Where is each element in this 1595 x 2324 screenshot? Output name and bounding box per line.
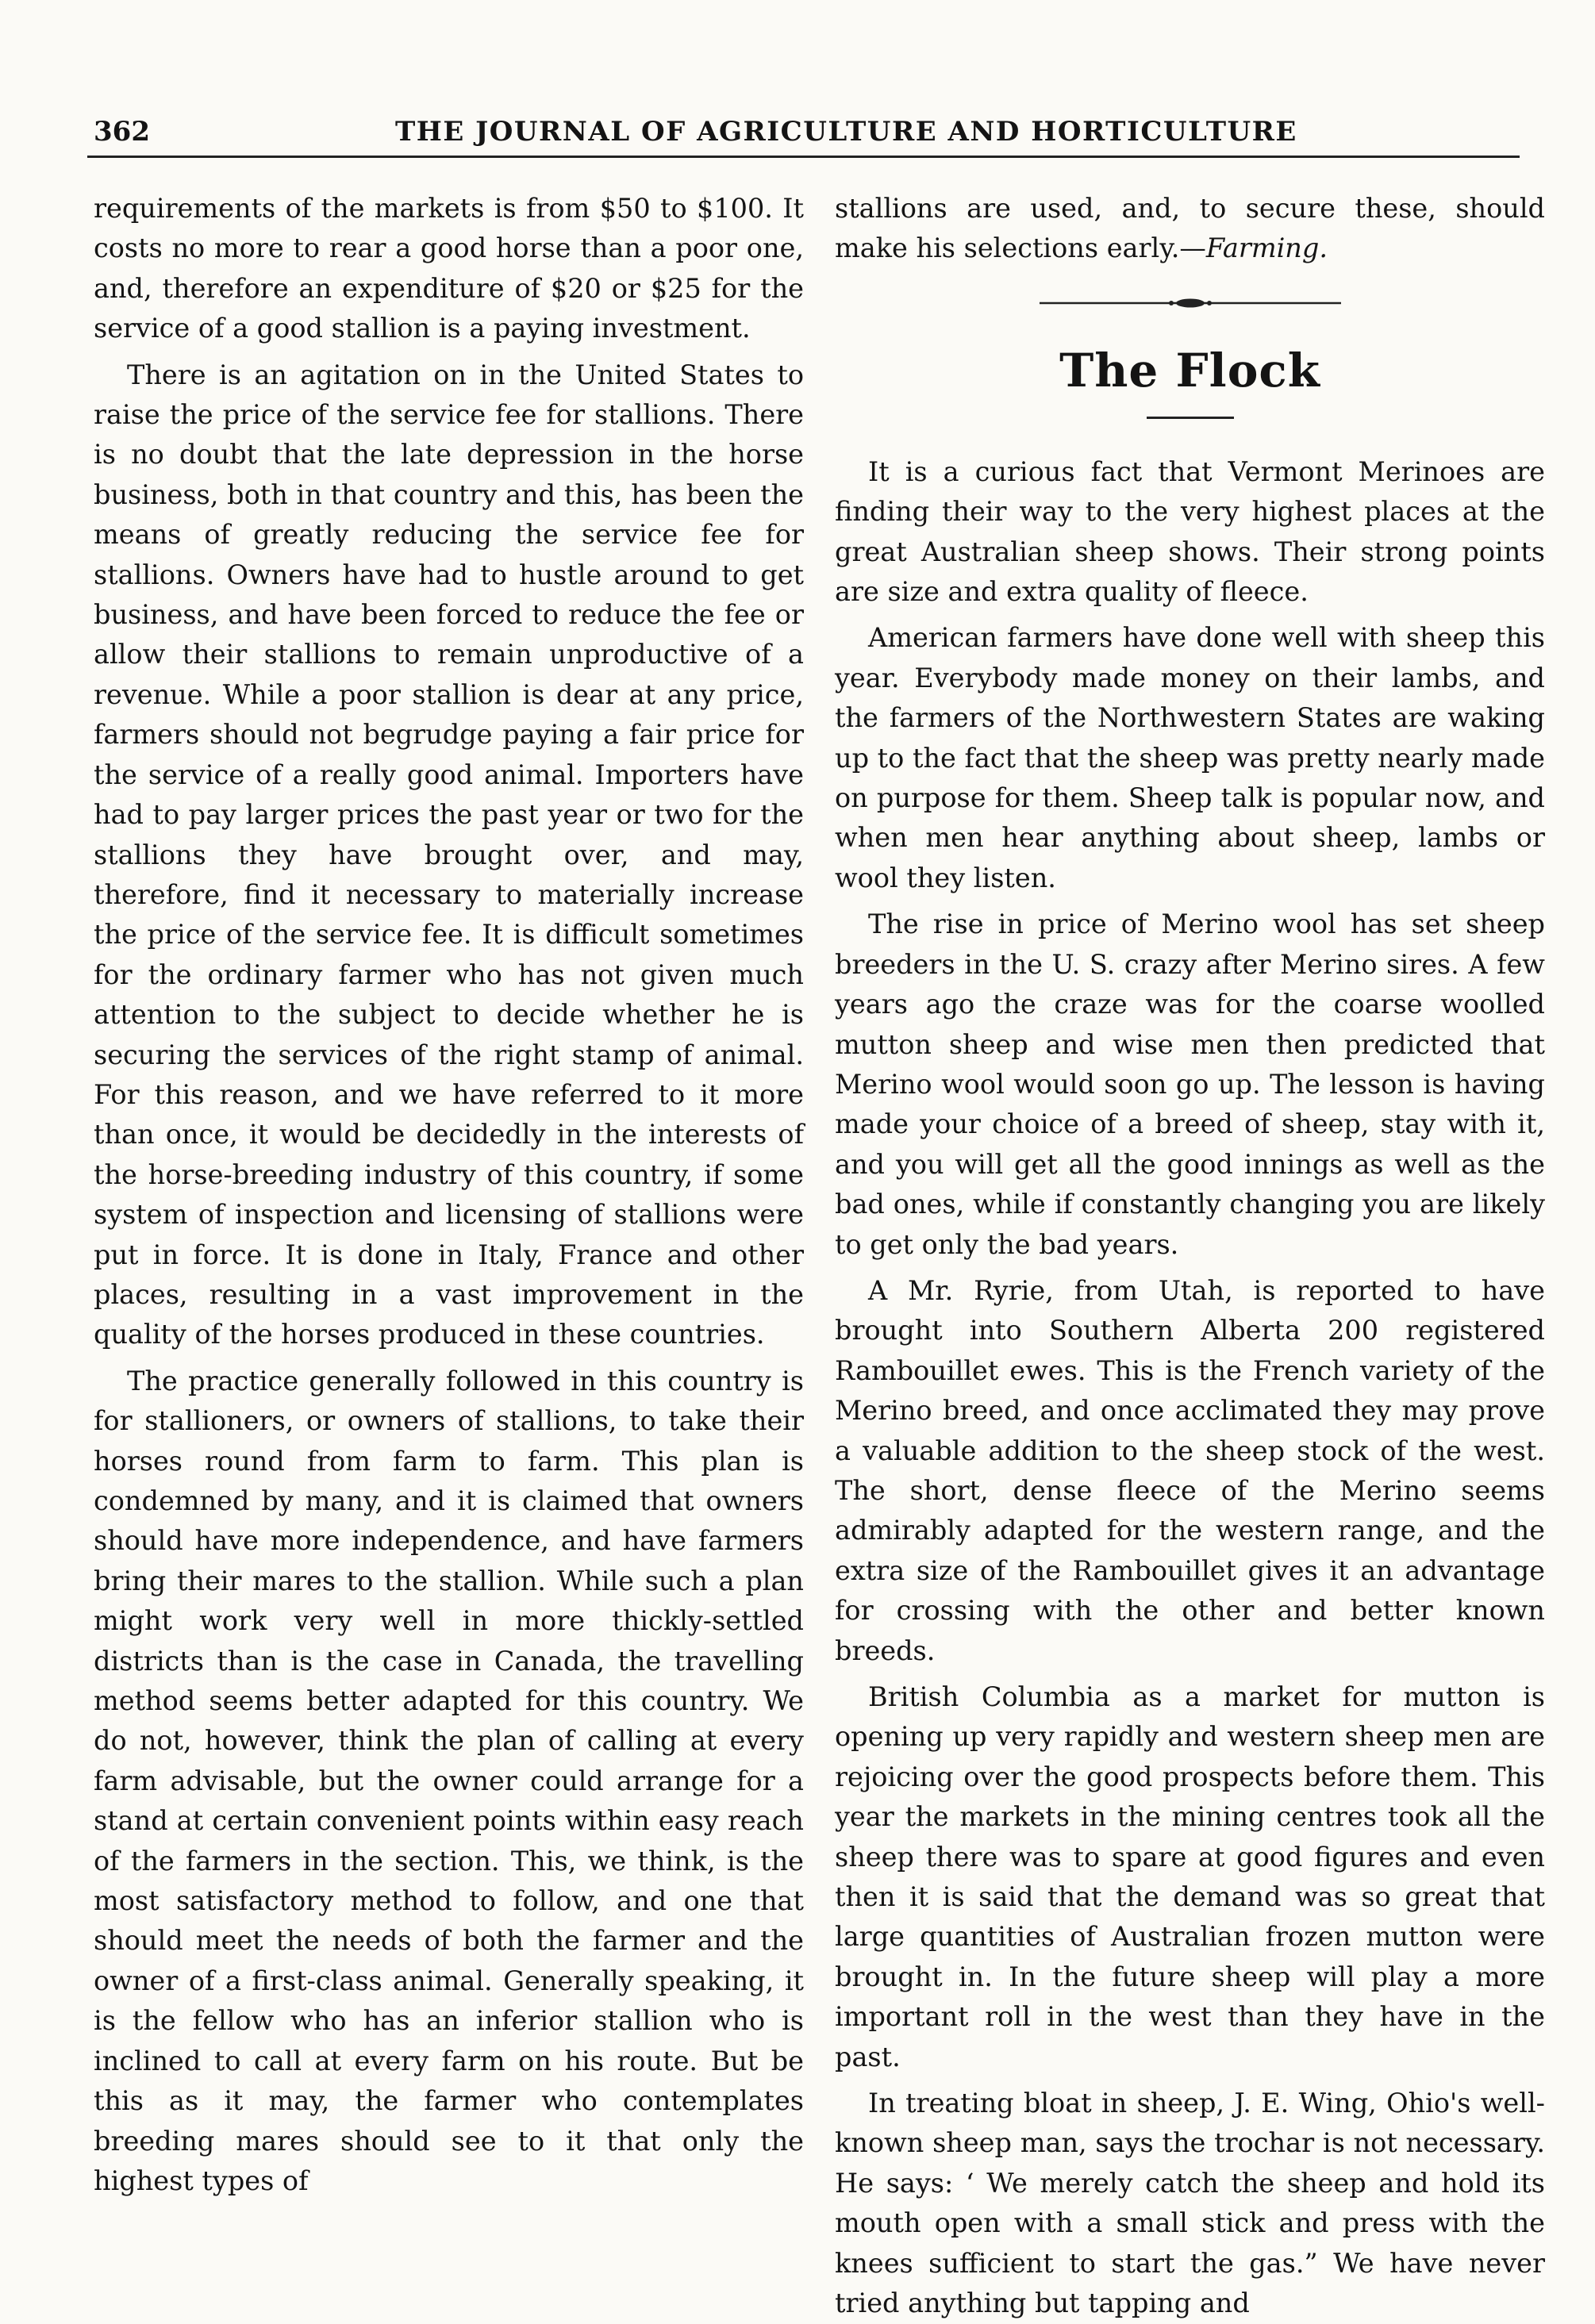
- left-paragraph-3: The practice generally followed in this country is for stallioners, or owners of stallions, to take their horses round from farm to farm. This plan is condemned by many, and it is claimed that owners should have more independence, and have farmers bring their mares to the stallion. While such a plan might work very well in more thickly-settled districts than is the case in Canada, the travelling method seems better adapted for this country. We do not, however, think the plan of calling at every farm advisable, but the owner could arrange for a stand at certain convenient points within easy reach of the farmers in the section. This, we think, is the most satisfactory method to follow, and one that should meet the needs of both the farmer and the owner of a first-class animal. Generally speaking, it is the fellow who has an inferior stallion who is inclined to call at every farm on his route. But be this as it may, the farmer who contemplates breeding mares should see to it that only the highest types of: [94, 1365, 804, 2196]
- page-header: [94, 109, 1516, 157]
- right-paragraph-1: It is a curious fact that Vermont Merinoes are finding their way to the very highest places at the great Australian sheep shows. Their strong points are size and extra quality of fleece.: [835, 455, 1545, 608]
- right-paragraph-4: A Mr. Ryrie, from Utah, is reported to have brought into Southern Alberta 200 registered Rambouillet ewes. This is the French variety of the Merino breed, and once acclimated they may prove a valuable addition to the sheep stock of the west. The short, dense fleece of the Merino seems admirably adapted for the western range, and the extra size of the Rambouillet gives it an advantage for crossing with the other and better known breeds.: [835, 1274, 1545, 1666]
- running-title: THE JOURNAL OF AGRICULTURE AND HORTICULTURE: [395, 116, 1297, 148]
- page-number: 362: [94, 116, 150, 148]
- carryover-source: Farming.: [1205, 232, 1328, 264]
- right-paragraph-3: The rise in price of Merino wool has set sheep breeders in the U. S. crazy after Merino sires. A few years ago the craze was for the coarse woolled mutton sheep and wise men then predicted that Merino wool would soon go up. The lesson is having made your choice of a breed of sheep, stay with it, and you will get all the good innings as well as the bad ones, while if constantly changing you are likely to get only the bad years.: [835, 908, 1545, 1260]
- right-paragraph-5: British Columbia as a market for mutton is opening up very rapidly and western sheep men are rejoicing over the good prospects before them. This year the markets in the mining centres took all the sheep there was to spare at good figures and even then it is said that the demand was so great that large quantities of Australian frozen mutton were brought in. In the future sheep will play a more important roll in the west than they have in the past.: [835, 1681, 1545, 2072]
- right-column: [835, 189, 1545, 2319]
- left-column: [94, 189, 804, 2220]
- header-rule: [87, 156, 1520, 158]
- section-title: The Flock: [1059, 343, 1320, 398]
- carryover-paragraph: [835, 189, 1545, 269]
- carryover-text: stallions are used, and, to secure these, should make his selections early.—: [835, 193, 1545, 264]
- right-paragraph-6: In treating bloat in sheep, J. E. Wing, Ohio's well-known sheep man, says the trochar is not necessary. He says: ‘ We merely catch the sheep and hold its mouth open with a small stick and press with the knees sufficient to start the gas.” We have never tried anything but tapping and: [835, 2088, 1545, 2319]
- ornament-rule-icon: [1040, 295, 1341, 311]
- section-ornament: [835, 275, 1545, 331]
- left-paragraph-1: requirements of the markets is from $50 to $100. It costs no more to rear a good horse than a poor one, and, therefore an expenditure of $20 or $25 for the service of a good stallion is a paying investment.: [94, 193, 804, 344]
- section-title-rule: [1147, 417, 1234, 419]
- right-paragraph-2: American farmers have done well with sheep this year. Everybody made money on their lambs, and the farmers of the Northwestern States are waking up to the fact that the sheep was pretty nearly made on purpose for them. Sheep talk is popular now, and when men hear anything about sheep, lambs or wool they listen.: [835, 622, 1545, 893]
- left-paragraph-2: There is an agitation on in the United States to raise the price of the service fee for stallions. There is no doubt that the late depression in the horse business, both in that country and this, has been the means of greatly reducing the service fee for stallions. Owners have had to hustle around to get business, and have been forced to reduce the fee or allow their stallions to remain unproductive of a revenue. While a poor stallion is dear at any price, farmers should not begrudge paying a fair price for the service of a really good animal. Importers have had to pay larger prices the past year or two for the stallions they have brought over, and may, therefore, find it necessary to materially increase the price of the service fee. It is difficult sometimes for the ordinary farmer who has not given much attention to the subject to decide whether he is securing the services of the right stamp of animal. For this reason, and we have referred to it more than once, it would be decidedly in the interests of the horse-breeding industry of this country, if some system of inspection and licensing of stallions were put in force. It is done in Italy, France and other places, resulting in a vast improvement in the quality of the horses produced in these countries.: [94, 359, 804, 1350]
